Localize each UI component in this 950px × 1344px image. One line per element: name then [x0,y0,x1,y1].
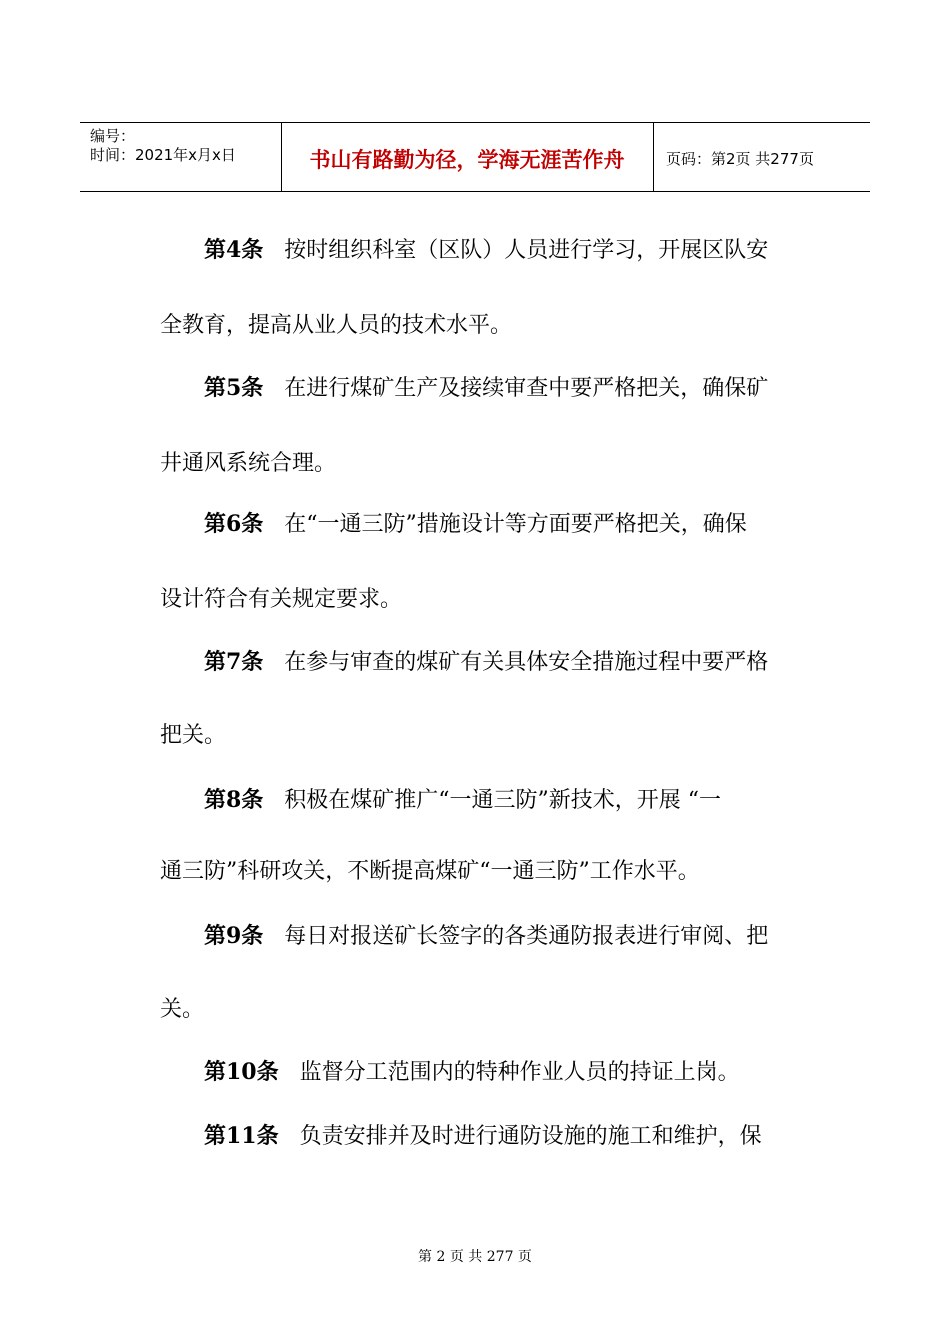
motto: 书山有路勤为径，学海无涯苦作舟 [309,148,625,172]
article-text: 积极在煤矿推广“一通三防”新技术，开展 “一 [284,788,722,813]
article-text: 按时组织科室（区队）人员进行学习，开展区队安 [284,238,769,263]
article-line [204,1122,762,1151]
article-line [204,374,768,403]
article-label: 第8条 [204,787,264,813]
article-line [204,1058,740,1087]
article-continuation: 全教育，提高从业人员的技术水平。 [160,313,513,338]
header-motto-cell [281,123,654,191]
header-meta-cell [80,123,282,191]
article-label: 第7条 [204,649,264,675]
article-label: 第9条 [204,923,264,949]
article-text: 在参与审查的煤矿有关具体安全措施过程中要严格 [284,650,769,675]
article-continuation: 设计符合有关规定要求。 [160,587,403,612]
article-line [204,786,721,815]
article-line [204,236,768,265]
article-label: 第5条 [204,375,264,401]
article-text: 每日对报送矿长签字的各类通防报表进行审阅、把 [284,924,769,949]
article-text: 监督分工范围内的特种作业人员的持证上岗。 [299,1060,740,1085]
article-label: 第10条 [204,1059,279,1085]
article-line [204,510,747,539]
article-continuation: 把关。 [160,723,227,748]
article-continuation: 关。 [160,997,205,1022]
article-label: 第4条 [204,237,264,263]
page-info: 页码：第2页 共277页 [666,150,814,168]
header-page-cell [654,123,870,191]
article-text: 在进行煤矿生产及接续审查中要严格把关，确保矿 [284,376,769,401]
article-line [204,648,768,677]
article-label: 第6条 [204,511,264,537]
page-footer: 第 2 页 共 277 页 [418,1249,532,1265]
article-text: 在“一通三防”措施设计等方面要严格把关，确保 [284,512,747,537]
number-label: 编号： [90,127,136,145]
time-label: 时间：2021年x月x日 [90,146,236,164]
article-continuation: 井通风系统合理。 [160,451,337,476]
article-line [204,922,768,951]
article-text: 负责安排并及时进行通防设施的施工和维护，保 [299,1124,762,1149]
article-label: 第11条 [204,1123,279,1149]
document-header [80,122,870,192]
article-continuation: 通三防”科研攻关，不断提高煤矿“一通三防”工作水平。 [160,859,700,884]
